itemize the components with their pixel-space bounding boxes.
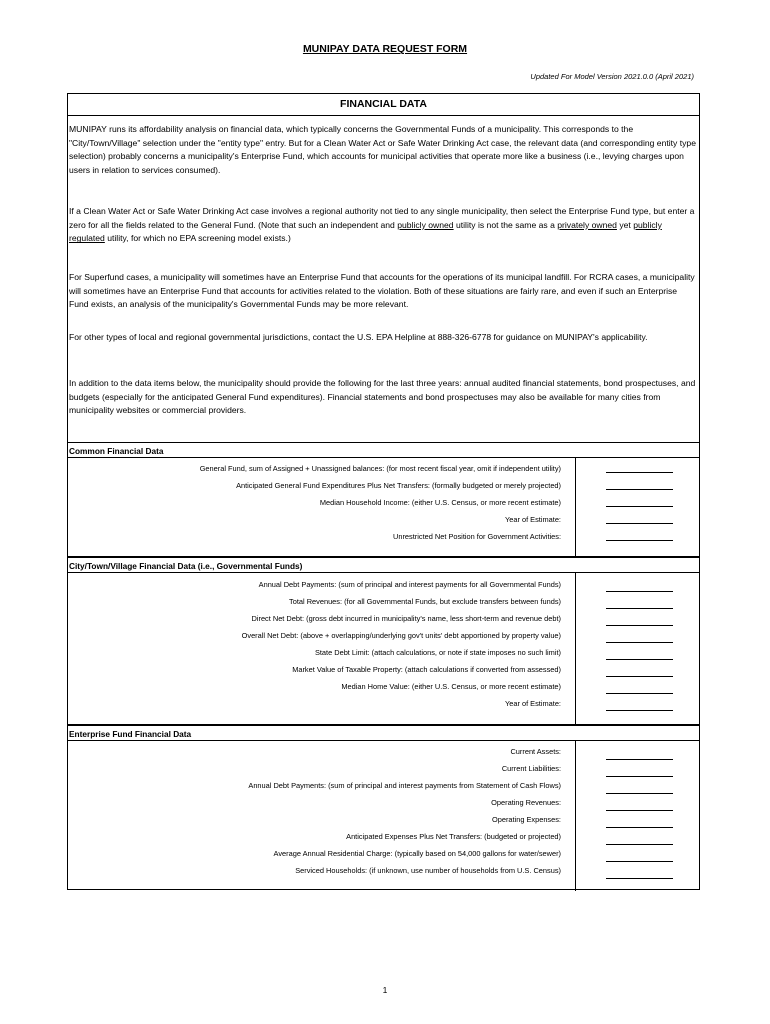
p2-underlined-privately-owned: privately owned xyxy=(557,219,617,230)
section-enterprise-fund-data xyxy=(68,741,699,891)
p2-underlined-publicly-owned: publicly owned xyxy=(397,219,454,230)
entry-line[interactable] xyxy=(606,759,673,760)
entry-line[interactable] xyxy=(606,776,673,777)
section-common-financial-data xyxy=(68,458,699,557)
field-label: Year of Estimate: xyxy=(504,699,561,708)
intro-paragraph-4: For other types of local and regional governmental jurisdictions, contact the U.S. EPA Helpline at 888-326-6778 for guidance on MUNIPAY's applicability. xyxy=(69,332,648,342)
entry-line[interactable] xyxy=(606,472,673,473)
column-divider xyxy=(575,458,576,556)
field-label: Unrestricted Net Position for Government Activities: xyxy=(393,532,561,541)
field-label: Annual Debt Payments: (sum of principal and interest payments for all Governmental Funds) xyxy=(258,580,561,589)
field-label: Median Household Income: (either U.S. Census, or more recent estimate) xyxy=(319,498,561,507)
field-label: Anticipated General Fund Expenditures Plus Net Transfers: (formally budgeted or merely projected) xyxy=(236,481,561,490)
section-city-town-village-data xyxy=(68,573,699,725)
field-label: Operating Expenses: xyxy=(491,815,561,824)
p2-text-d: utility, for which no EPA screening model exists.) xyxy=(104,233,291,244)
field-label: Serviced Households: (if unknown, use number of households from U.S. Census) xyxy=(295,866,561,875)
field-label: Year of Estimate: xyxy=(504,515,561,524)
section-heading-common: Common Financial Data xyxy=(68,442,699,458)
field-label: Current Assets: xyxy=(510,747,561,756)
entry-line[interactable] xyxy=(606,878,673,879)
field-label: Total Revenues: (for all Governmental Funds, but exclude transfers between funds) xyxy=(289,597,561,606)
intro-paragraph-3: For Superfund cases, a municipality will sometimes have an Enterprise Fund that accounts for the operations of its municipal landfill. For RCRA cases, a municipality will sometimes have an Enterprise Fund that accounts for activities related to the violation. Both of these situations are fairly rare, and even if such an Enterprise Fund exists, an analysis of the municipality's Governmental Funds may be more relevant. xyxy=(69,272,695,310)
field-label: State Debt Limit: (attach calculations, or note if state imposes no such limit) xyxy=(314,648,561,657)
entry-line[interactable] xyxy=(606,591,673,592)
entry-line[interactable] xyxy=(606,710,673,711)
entry-line[interactable] xyxy=(606,608,673,609)
entry-line[interactable] xyxy=(606,540,673,541)
field-label: Overall Net Debt: (above + overlapping/underlying gov't units' debt apportioned by property value) xyxy=(241,631,561,640)
field-label: Average Annual Residential Charge: (typically based on 54,000 gallons for water/sewer) xyxy=(273,849,561,858)
entry-line[interactable] xyxy=(606,625,673,626)
entry-line[interactable] xyxy=(606,810,673,811)
field-label: General Fund, sum of Assigned + Unassigned balances: (for most recent fiscal year, omit if independent utility) xyxy=(199,464,561,473)
entry-line[interactable] xyxy=(606,659,673,660)
field-label: Anticipated Expenses Plus Net Transfers: (budgeted or projected) xyxy=(346,832,561,841)
p2-underlined-publicly-regulated: publicly regulated xyxy=(69,219,662,244)
page-number: 1 xyxy=(382,985,388,995)
field-label: Median Home Value: (either U.S. Census, or more recent estimate) xyxy=(341,682,561,691)
entry-line[interactable] xyxy=(606,844,673,845)
p2-text-b: utility is not the same as a xyxy=(453,219,558,230)
entry-line[interactable] xyxy=(606,676,673,677)
entry-line[interactable] xyxy=(606,693,673,694)
section-heading-city-town-village: City/Town/Village Financial Data (i.e., Governmental Funds) xyxy=(68,557,699,573)
intro-paragraph-5: In addition to the data items below, the municipality should provide the following for the last three years: annual audited financial statements, bond prospectuses, and budgets (especially for the anticipated General Fund expenditures). Financial statements and bond prospectuses may also be available for many cities from municipality websites or commercial providers. xyxy=(69,378,696,416)
intro-paragraph-2 xyxy=(69,205,699,246)
financial-data-heading: FINANCIAL DATA xyxy=(68,94,699,116)
field-label: Annual Debt Payments: (sum of principal and interest payments from Statement of Cash Flows) xyxy=(248,781,561,790)
entry-line[interactable] xyxy=(606,642,673,643)
p2-text-a: If a Clean Water Act or Safe Water Drinking Act case involves a regional authority not tied to any single municipality, then select the Enterprise Fund type, but enter a zero for all the fields related to the General Fund. (Note that such an independent and xyxy=(69,206,695,230)
intro-paragraph-1: MUNIPAY runs its affordability analysis on financial data, which typically concerns the Governmental Funds of a municipality. This corresponds to the "City/Town/Village" selection under the "entity type" entry. But for a Clean Water Act or Safe Water Drinking Act case, the relevant data (and corresponding entity type selection) probably concerns a municipality's Enterprise Fund, which accounts for municipal activities that operate more like a business (i.e., levying charges upon users in relation to services consumed). xyxy=(69,124,696,176)
field-label: Direct Net Debt: (gross debt incurred in municipality's name, less short-term and revenue debt) xyxy=(251,614,561,623)
entry-line[interactable] xyxy=(606,861,673,862)
form-title: MUNIPAY DATA REQUEST FORM xyxy=(302,43,468,55)
entry-line[interactable] xyxy=(606,523,673,524)
entry-line[interactable] xyxy=(606,827,673,828)
entry-line[interactable] xyxy=(606,489,673,490)
column-divider xyxy=(575,741,576,891)
financial-data-frame xyxy=(67,93,700,890)
section-heading-enterprise-fund: Enterprise Fund Financial Data xyxy=(68,725,699,741)
entry-line[interactable] xyxy=(606,793,673,794)
version-note: Updated For Model Version 2021.0.0 (April 2021) xyxy=(530,72,694,81)
field-label: Market Value of Taxable Property: (attach calculations if converted from assessed) xyxy=(292,665,561,674)
entry-line[interactable] xyxy=(606,506,673,507)
field-label: Current Liabilities: xyxy=(501,764,561,773)
column-divider xyxy=(575,573,576,724)
p2-text-c: yet xyxy=(616,219,634,230)
field-label: Operating Revenues: xyxy=(491,798,561,807)
